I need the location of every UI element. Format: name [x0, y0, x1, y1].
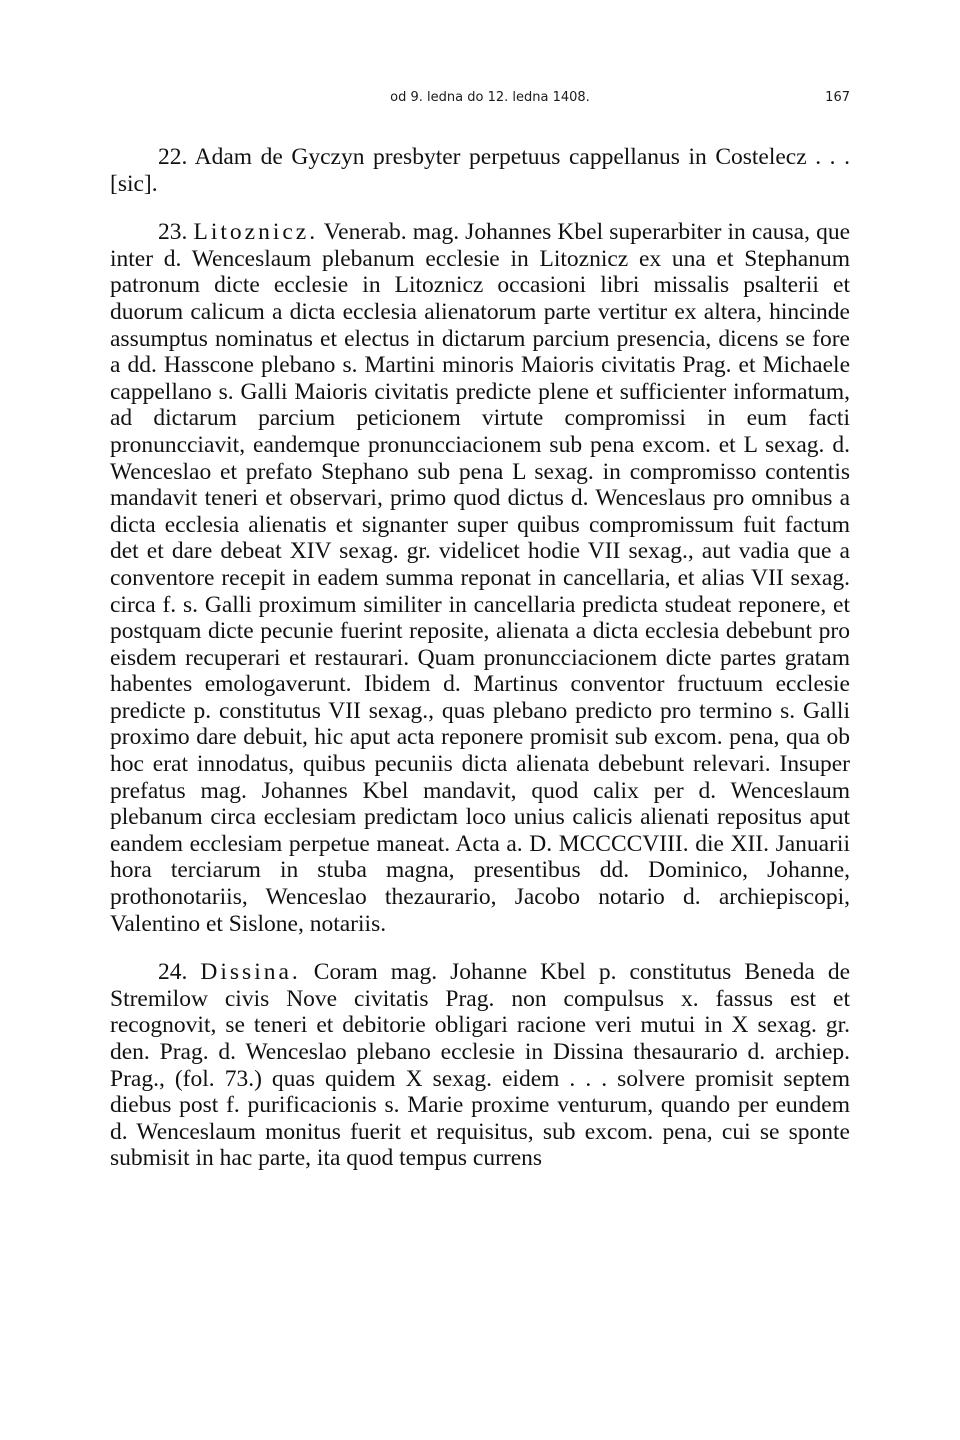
entry-text: Coram mag. Johanne Kbel p. constitutus Beneda de Stremilow civis Nove civitatis Prag. non compulsus x. fassus est et recognovit, se teneri et debitorie obligari racione veri mutui in X sexag. gr. den. Prag. d. Wenceslao plebano ecclesie in Dissina thesaurario d. archiep. Prag., (fol. 73.) quas quidem X sexag. eidem . . . solvere promisit septem diebus post f. purificacionis s. Marie proxime venturum, quando per eundem d. Wenceslaum monitus fuerit et requisitus, sub excom. pena, cui se sponte submisit in hac parte, ita quod tempus currens	[110, 959, 851, 1172]
entry-22	[110, 144, 850, 197]
entry-text: Adam de Gyczyn presbyter perpetuus cappellanus in Costelecz . . . [sic].	[110, 144, 850, 197]
entry-number: 23.	[158, 219, 188, 246]
running-header	[110, 84, 850, 114]
document-page	[110, 84, 850, 1172]
entry-24	[110, 959, 850, 1172]
entry-number: 22.	[158, 144, 188, 170]
entry-23	[110, 219, 850, 937]
page-number: 167	[825, 90, 850, 105]
running-title: od 9. ledna do 12. ledna 1408.	[390, 90, 590, 105]
entry-place: Dissina.	[200, 959, 301, 986]
entry-number: 24.	[158, 959, 188, 986]
entry-text: Venerab. mag. Johannes Kbel superarbiter in causa, que inter d. Wenceslaum plebanum ecclesie in Litoznicz ex una et Stephanum patronum dicte ecclesie in Litoznicz occasioni libri missalis psalterii et duorum calicum a dicta ecclesia alienatorum parte vertitur ex altera, hincinde assumptus nominatus et electus in dictarum parcium presencia, dicens se fore a dd. Hasscone plebano s. Martini minoris Maioris civitatis Prag. et Michaele cappellano s. Galli Maioris civitatis predicte plene et sufficienter informatum, ad dictarum parcium peticionem virtute compromissi in eum facti pronuncciavit, eandemque pronuncciacionem sub pena excom. et L sexag. d. Wenceslao et prefato Stephano sub pena L sexag. in compromisso contentis mandavit teneri et observari, primo quod dictus d. Wenceslaus pro omnibus a dicta ecclesia alienatis et signanter super quibus compromissum fuit factum det et dare debeat XIV sexag. gr. videlicet hodie VII sexag., aut vadia que a conventore recepit in eadem summa reponat in cancellaria, et alias VII sexag. circa f. s. Galli proximum similiter in cancellaria predicta studeat reponere, et postquam dicte pecunie fuerint reposite, alienata a dicta ecclesia debebunt pro eisdem recuperari et restaurari. Quam pronuncciacionem dicte partes gratam habentes emologaverunt. Ibidem d. Martinus conventor fructuum ecclesie predicte p. constitutus VII sexag., quas plebano predicto pro termino s. Galli proximo dare debuit, hic aput acta reponere promisit sub excom. pena, qua ob hoc erat innodatus, quibus pecuniis dicta alienata debebunt relevari. Insuper prefatus mag. Johannes Kbel mandavit, quod calix per d. Wenceslaum plebanum circa ecclesiam predictam loco unius calicis alienati repositus aput eandem ecclesiam perpetue maneat. Acta a. D. MCCCCVIII. die XII. Januarii hora terciarum in stuba magna, presentibus dd. Dominico, Johanne, prothonotariis, Wenceslao thezaurario, Jacobo notario d. archiepiscopi, Valentino et Sislone, notariis.	[110, 219, 851, 937]
entry-place: Litoznicz.	[193, 219, 319, 246]
